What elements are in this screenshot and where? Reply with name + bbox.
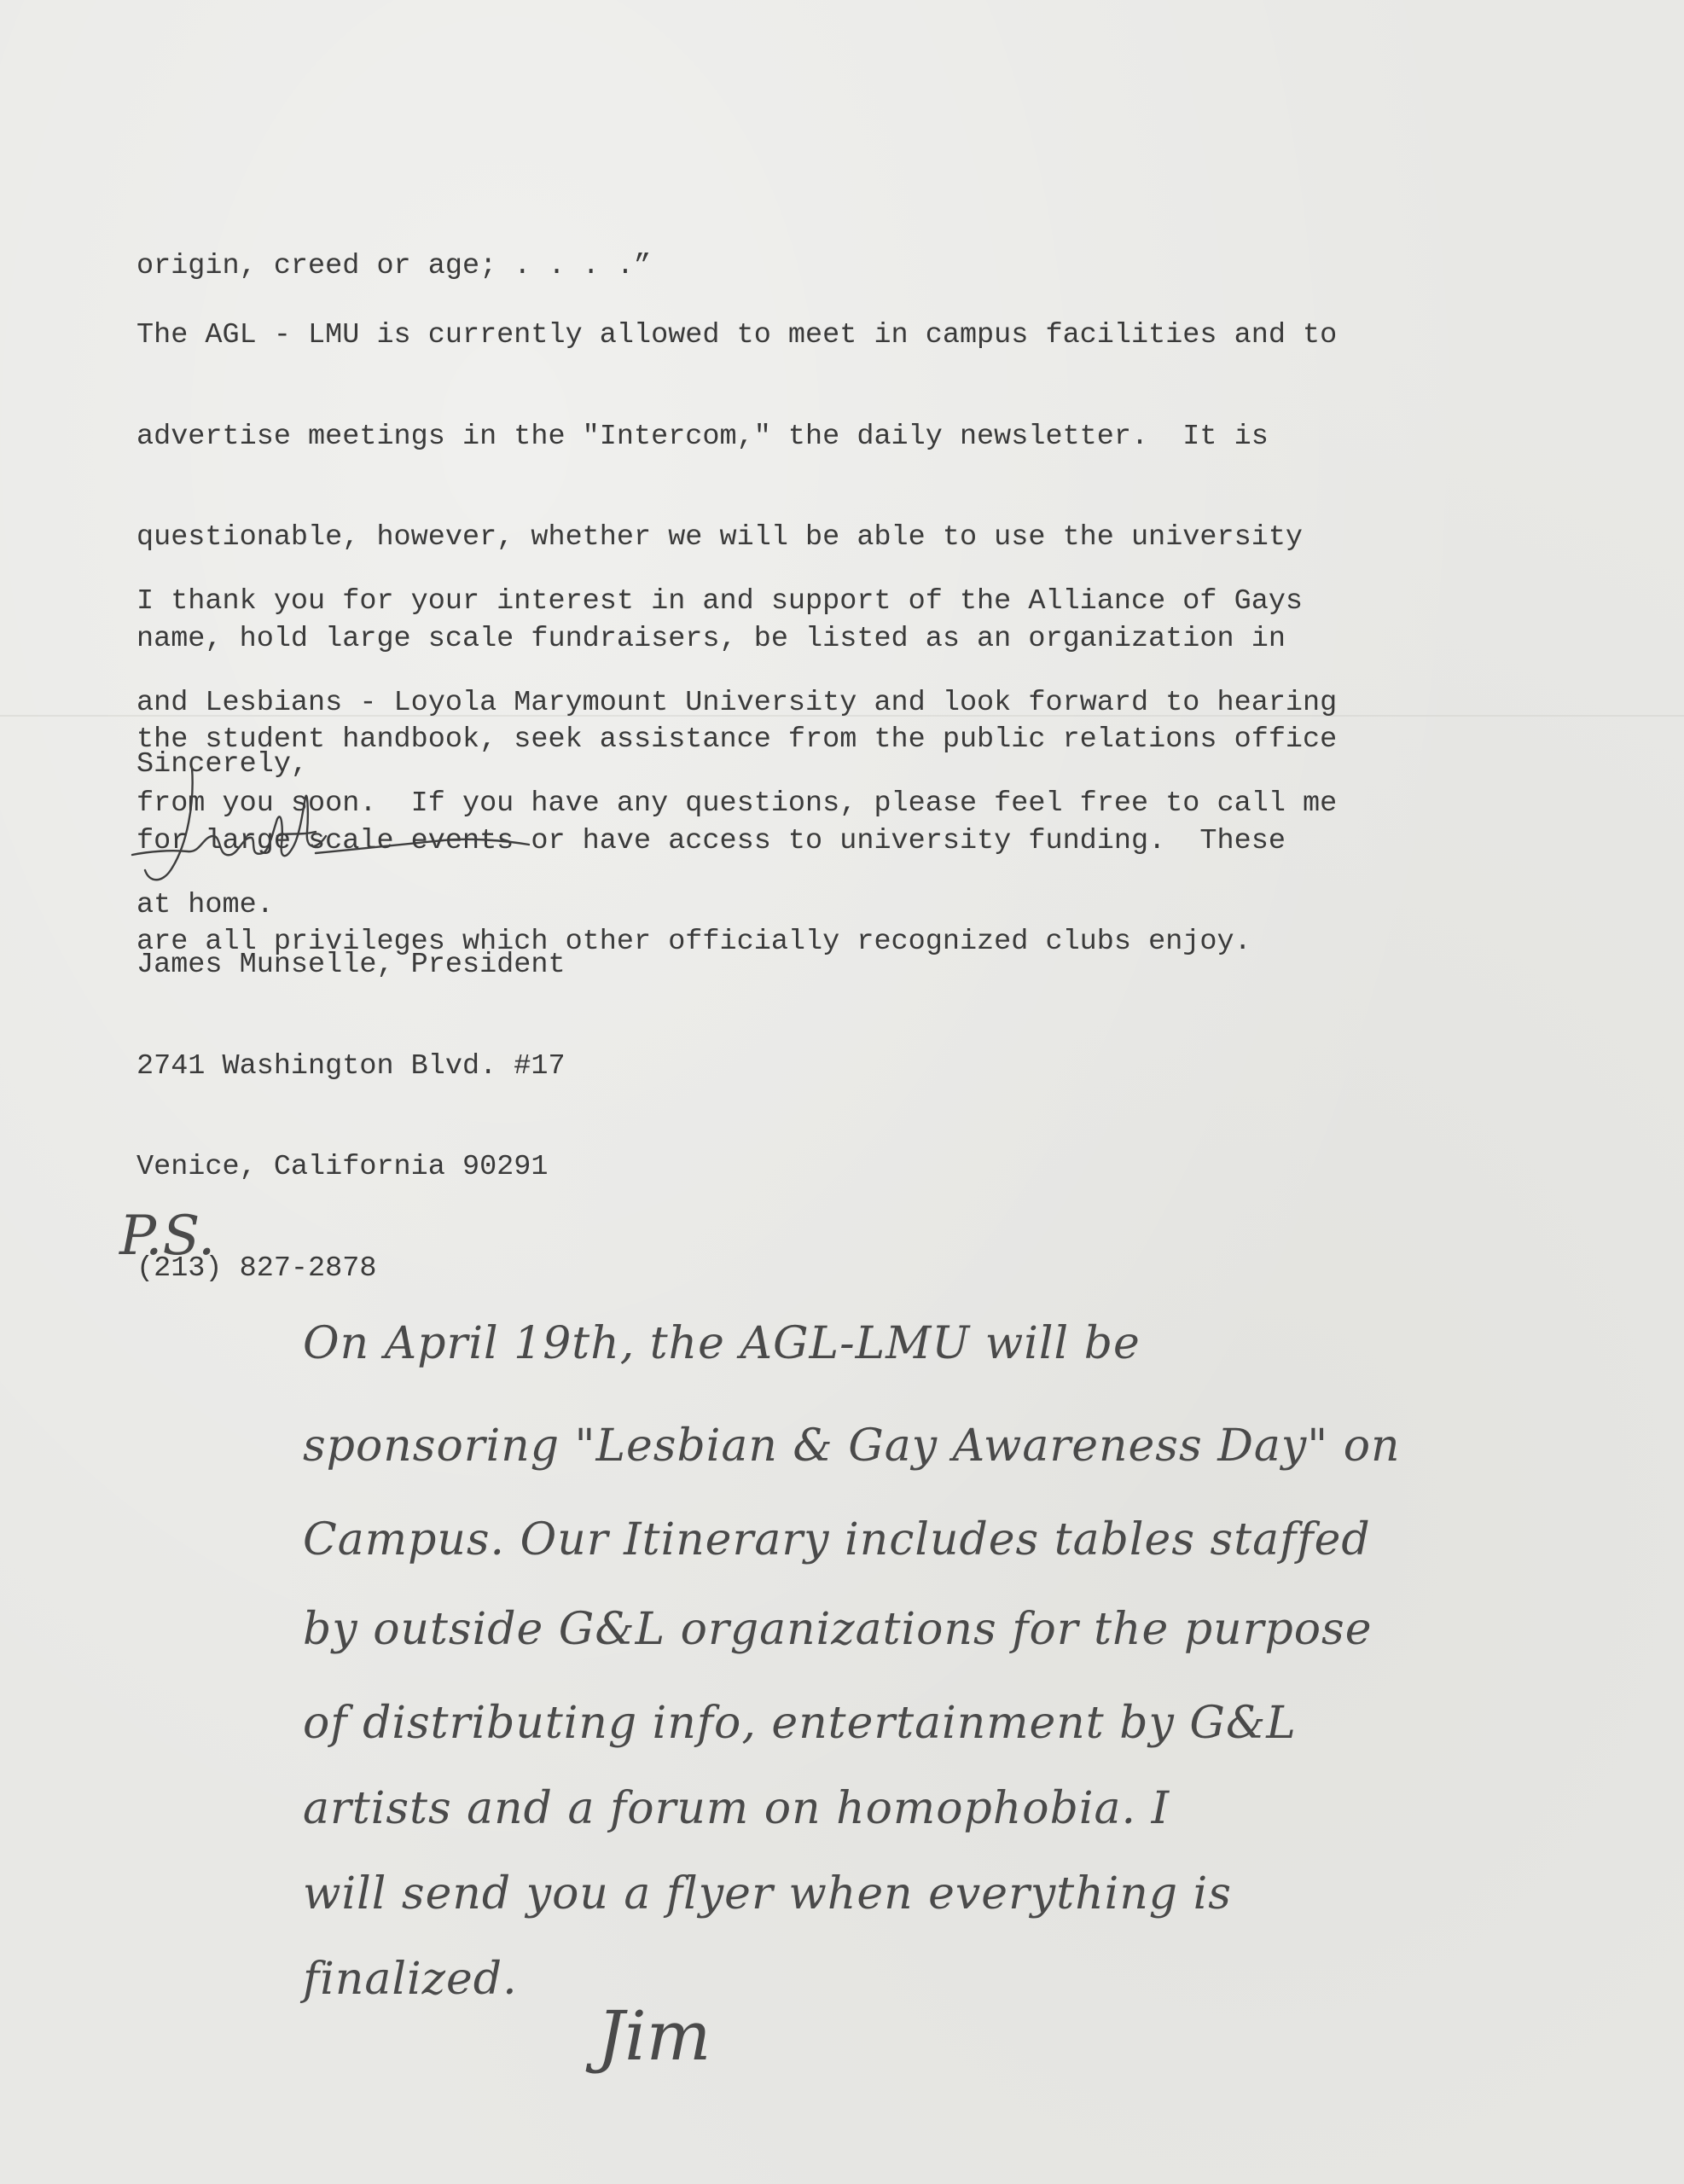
- address-street: 2741 Washington Blvd. #17: [136, 1049, 566, 1083]
- phone-number: (213) 827-2878: [136, 1252, 377, 1285]
- signer-name: James Munselle, President: [136, 949, 566, 981]
- text-line: for large scale events or have access to university funding. These: [136, 824, 1286, 857]
- postscript-line: sponsoring "Lesbian & Gay Awareness Day" on: [303, 1420, 1401, 1472]
- postscript-line: artists and a forum on homophobia. I: [303, 1783, 1170, 1834]
- text-line: are all privileges which other officially recognized clubs enjoy.: [136, 926, 1251, 958]
- text-line: at home.: [136, 888, 274, 921]
- address-city: Venice, California 90291: [136, 1151, 549, 1183]
- postscript-label: P.S.: [119, 1205, 216, 1268]
- text-line: advertise meetings in the "Intercom," the daily newsletter. It is: [136, 420, 1269, 453]
- postscript-line: by outside G&L organizations for the purpose: [303, 1604, 1373, 1655]
- text-line: the student handbook, seek assistance from the public relations office: [136, 723, 1338, 756]
- postscript-line: of distributing info, entertainment by G&L: [303, 1698, 1297, 1749]
- text-line: questionable, however, whether we will be able to use the university: [136, 521, 1304, 554]
- postscript-line: Campus. Our Itinerary includes tables staffed: [303, 1514, 1371, 1565]
- postscript-line: finalized.: [303, 1954, 518, 2005]
- text-line: The AGL - LMU is currently allowed to meet in campus facilities and to: [136, 319, 1338, 351]
- signature-block: [136, 881, 566, 1353]
- postscript-line: will send you a flyer when everything is: [303, 1868, 1232, 1920]
- text-line: and Lesbians - Loyola Marymount University and look forward to hearing: [136, 686, 1338, 719]
- text-line: name, hold large scale fundraisers, be listed as an organization in: [136, 622, 1286, 655]
- postscript-initial: Jim: [597, 1996, 711, 2076]
- postscript-line: On April 19th, the AGL-LMU will be: [303, 1318, 1141, 1369]
- text-line: I thank you for your interest in and support of the Alliance of Gays: [136, 585, 1304, 618]
- text-line: from you soon. If you have any questions, please feel free to call me: [136, 787, 1338, 820]
- text-line: origin, creed or age; . . . .”: [136, 250, 652, 282]
- closing-salutation: Sincerely,: [136, 748, 309, 781]
